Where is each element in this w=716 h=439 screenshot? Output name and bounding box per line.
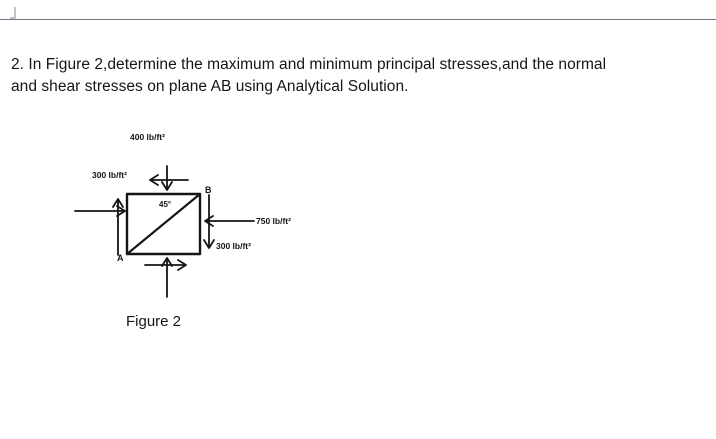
point-b-label: B <box>205 185 212 195</box>
right-normal-label: 750 lb/ft² <box>256 216 291 226</box>
question-line-1: 2. In Figure 2,determine the maximum and minimum principal stresses,and the normal <box>11 56 607 73</box>
angle-label: 45° <box>159 200 172 209</box>
top-load-label: 400 lb/ft² <box>130 132 165 142</box>
question-line-2: and shear stresses on plane AB using Analytical Solution. <box>11 78 409 95</box>
right-shear-label: 300 lb/ft² <box>216 241 251 251</box>
left-shear-label: 300 lb/ft² <box>92 170 127 180</box>
figure-caption: Figure 2 <box>126 313 182 330</box>
point-a-label: A <box>117 253 124 263</box>
